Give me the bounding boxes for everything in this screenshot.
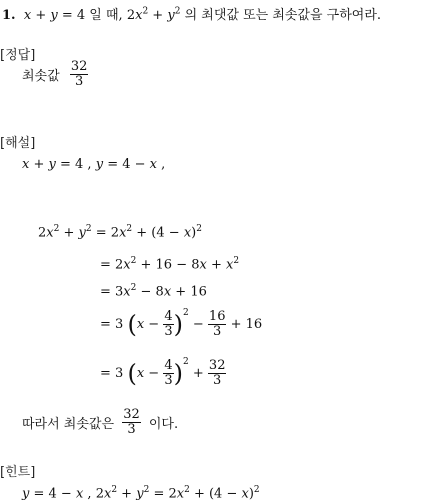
frac-16-3: $\frac{16}{3}$ — [208, 309, 226, 339]
conclusion-line — [22, 408, 178, 437]
solution-eq1: x + y = 4 , y = 4 − x , — [22, 157, 166, 172]
conclusion-suffix: 이다. — [148, 417, 179, 432]
answer-label: [정답] — [0, 48, 36, 63]
problem-number: 1. — [2, 8, 16, 23]
problem-text-2: 의 최댓값 또는 최솟값을 구하여라. — [180, 8, 382, 23]
conclusion-prefix: 따라서 최솟값은 — [22, 417, 115, 432]
problem-text-1: 일 때, — [85, 8, 127, 23]
hint-line: y = 4 − x , $2x^2 + y^2 = 2x^2 + (4 - x)^2$ — [22, 485, 260, 502]
answer-num: 32 — [70, 59, 88, 74]
answer-word: 최솟값 — [22, 69, 60, 84]
hint-label: [힌트] — [0, 465, 36, 480]
answer-fraction — [70, 60, 89, 89]
answer-line — [22, 60, 88, 89]
solution-label: [해설] — [0, 136, 36, 151]
frac-32-3: $\frac{32}{3}$ — [208, 358, 226, 388]
answer-den: 3 — [74, 74, 84, 89]
problem-line: 1. x + y = 4 일 때, $2x^2 + y^2$ 의 최댓값 또는 최솟값을 구하여라. — [2, 6, 382, 23]
frac-4-3-b: $\frac{4}{3}$ — [164, 358, 173, 388]
derivation-line-5: = 3 (x − $\frac{4}{3}$ )$^2$ + $\frac{32}{3}$ — [100, 357, 226, 388]
derivation-line-3: = $3x^2 - 8x + 16$ — [100, 283, 207, 300]
derivation-line-2: = $2x^2 + 16 - 8x + x^2$ — [100, 256, 240, 273]
conclusion-fraction: $\frac{32}{3}$ — [123, 407, 140, 437]
derivation-line-1: $2x^2 + y^2 = 2x^2 + (4 - x)^2$ — [38, 224, 202, 241]
derivation-line-4: = 3 (x − $\frac{4}{3}$ )$^2$ − $\frac{16}{3}$ + 16 — [100, 308, 263, 339]
frac-4-3-a: $\frac{4}{3}$ — [164, 309, 173, 339]
